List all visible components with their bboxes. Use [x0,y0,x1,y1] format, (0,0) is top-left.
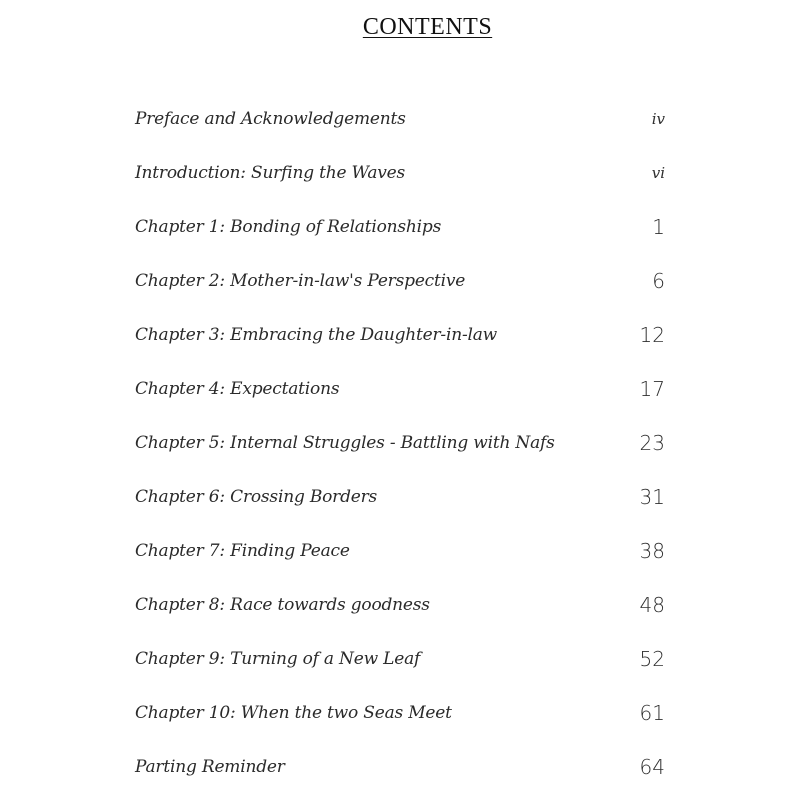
toc-entry-chapter-7[interactable] [135,524,665,578]
toc-entry-title: Chapter 8: Race towards goodness [135,595,430,615]
toc-entry-page: 23 [639,431,665,455]
toc-entry-chapter-6[interactable] [135,470,665,524]
toc-entry-chapter-2[interactable] [135,254,665,308]
toc-entry-page: 31 [639,485,665,509]
toc-entry-preface[interactable] [135,92,665,146]
table-of-contents [135,92,665,794]
toc-entry-page: 64 [639,755,665,779]
toc-entry-title: Chapter 4: Expectations [135,379,340,399]
toc-entry-title: Chapter 9: Turning of a New Leaf [135,649,421,669]
toc-entry-title: Parting Reminder [135,757,285,777]
toc-entry-chapter-9[interactable] [135,632,665,686]
toc-entry-page: vi [651,164,665,182]
toc-entry-title: Preface and Acknowledgements [135,109,406,129]
toc-entry-chapter-5[interactable] [135,416,665,470]
toc-entry-page: 6 [652,269,665,293]
toc-entry-chapter-8[interactable] [135,578,665,632]
page-title [0,14,800,41]
toc-entry-page: 52 [639,647,665,671]
page-title-text: CONTENTS [362,14,493,40]
toc-entry-title: Chapter 7: Finding Peace [135,541,350,561]
toc-entry-introduction[interactable] [135,146,665,200]
toc-entry-chapter-1[interactable] [135,200,665,254]
toc-entry-page: 61 [639,701,665,725]
toc-entry-page: 38 [639,539,665,563]
toc-entry-page: 48 [639,593,665,617]
toc-entry-title: Chapter 2: Mother-in-law's Perspective [135,271,466,291]
toc-entry-page: 1 [652,215,665,239]
toc-entry-page: iv [651,110,665,128]
toc-entry-title: Chapter 5: Internal Struggles - Battling with Nafs [135,433,555,453]
toc-entry-title: Chapter 1: Bonding of Relationships [135,217,442,237]
toc-entry-title: Chapter 3: Embracing the Daughter-in-law [135,325,498,345]
toc-entry-title: Chapter 10: When the two Seas Meet [135,703,452,723]
toc-entry-title: Chapter 6: Crossing Borders [135,487,378,507]
toc-entry-parting-reminder[interactable] [135,740,665,794]
toc-entry-chapter-10[interactable] [135,686,665,740]
toc-entry-chapter-3[interactable] [135,308,665,362]
toc-entry-chapter-4[interactable] [135,362,665,416]
toc-entry-page: 12 [639,323,665,347]
toc-entry-page: 17 [639,377,665,401]
toc-entry-title: Introduction: Surfing the Waves [135,163,406,183]
